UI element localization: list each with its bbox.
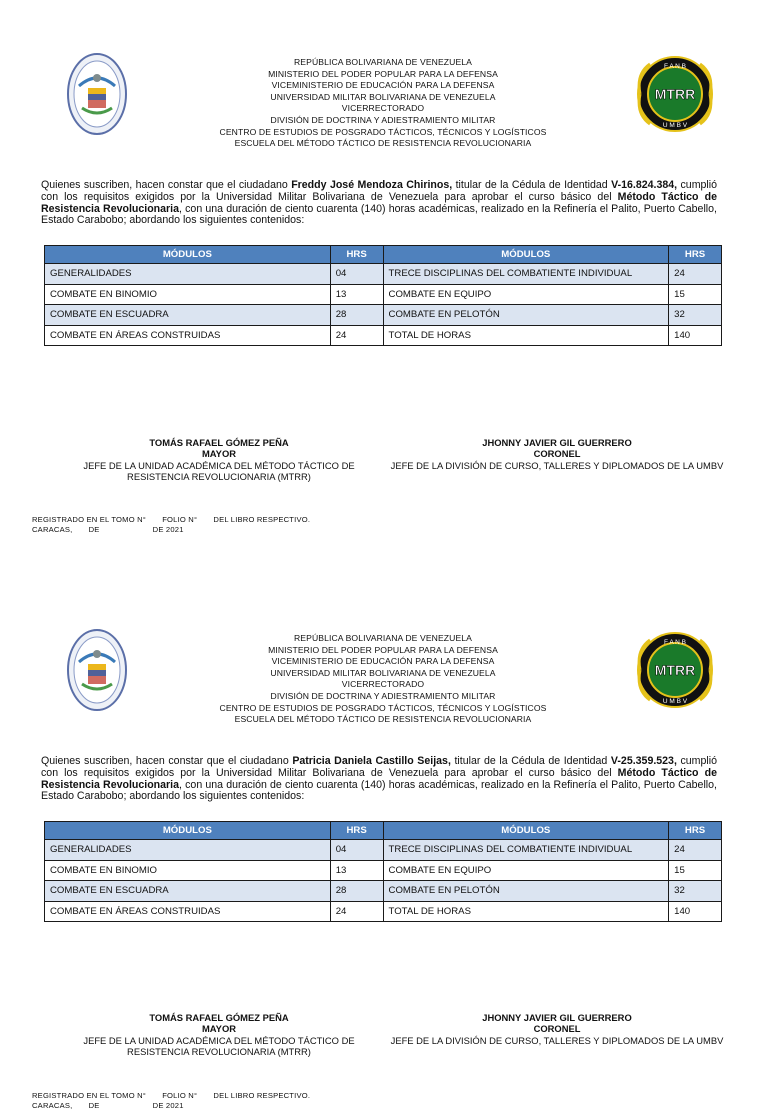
table-header-row [45,246,722,264]
header-line: DIVISIÓN DE DOCTRINA Y ADIESTRAMIENTO MILITAR [270,114,496,125]
header-line: VICEMINISTERIO DE EDUCACIÓN PARA LA DEFENSA [271,80,495,91]
header-line: REPÚBLICA BOLIVARIANA DE VENEZUELA [293,633,473,643]
signer-rank: MAYOR [201,448,237,460]
column-header-hours: HRS [669,822,722,840]
logo-top-text: F A N B [663,639,687,646]
modules-table [44,245,722,346]
header-line: VICERRECTORADO [341,679,425,690]
hours-cell: 24 [330,325,383,346]
text-part: cumplió con los requisitos exigidos por la Universidad Militar Bolivariana de Venezuela para aprobar el curso básico del [41,179,718,203]
column-header-modules: MÓDULOS [45,822,331,840]
module-cell: COMBATE EN PELOTÓN [383,881,669,902]
column-header-hours: HRS [330,246,383,264]
hours-cell: 24 [669,264,722,285]
table-row [45,840,722,861]
text-part: titular de la Cédula de Identidad [450,755,611,767]
column-header-hours: HRS [669,246,722,264]
hours-cell: 24 [330,901,383,922]
text-part: cumplió con los requisitos exigidos por la Universidad Militar Bolivariana de Venezuela para aprobar el curso básico del [41,755,718,779]
text-part: Quienes suscriben, hacen constar que el ciudadano [41,179,292,191]
signer-title: JEFE DE LA DIVISIÓN DE CURSO, TALLERES Y DIPLOMADOS DE LA UMBV [390,1034,724,1046]
mtrr-logo-icon [630,630,720,710]
module-cell: GENERALIDADES [45,264,331,285]
text-part: Quienes suscriben, hacen constar que el ciudadano [41,755,293,767]
hours-cell: 13 [330,860,383,881]
module-cell: COMBATE EN BINOMIO [45,860,331,881]
header-line: REPÚBLICA BOLIVARIANA DE VENEZUELA [293,57,473,67]
certification-paragraph [41,180,717,227]
module-cell: TRECE DISCIPLINAS DEL COMBATIENTE INDIVIDUAL [383,264,669,285]
table-row [45,264,722,285]
signer-name: JHONNY JAVIER GIL GUERRERO [482,1012,632,1023]
logo-text: MTRR [654,662,696,678]
module-cell: COMBATE EN EQUIPO [383,860,669,881]
signer-rank: MAYOR [201,1023,237,1035]
module-cell: COMBATE EN BINOMIO [45,284,331,305]
signer-name: TOMÁS RAFAEL GÓMEZ PEÑA [149,437,289,448]
modules-table [44,821,722,922]
registry-note [32,515,310,535]
citizen-name: Freddy José Mendoza Chirinos, [291,179,453,191]
table-row [45,305,722,326]
module-cell: GENERALIDADES [45,840,331,861]
registry-line: REGISTRADO EN EL TOMO N° FOLIO N° DEL LIBRO RESPECTIVO. [32,515,311,524]
hours-cell: 140 [669,325,722,346]
hours-cell: 140 [669,901,722,922]
signer-left [64,1012,374,1058]
header-line: MINISTERIO DEL PODER POPULAR PARA LA DEFENSA [268,644,498,655]
column-header-modules: MÓDULOS [383,822,669,840]
hours-cell: 28 [330,881,383,902]
module-cell: TRECE DISCIPLINAS DEL COMBATIENTE INDIVIDUAL [383,840,669,861]
registry-note [32,1091,310,1111]
table-row [45,284,722,305]
header-line: CENTRO DE ESTUDIOS DE POSGRADO TÁCTICOS, TÉCNICOS Y LOGÍSTICOS [219,126,547,137]
mtrr-logo-icon [630,54,720,134]
table-row [45,881,722,902]
module-cell: COMBATE EN ESCUADRA [45,305,331,326]
course-name: Método Táctico de Resistencia Revolucionaria [41,766,717,791]
module-cell: COMBATE EN EQUIPO [383,284,669,305]
cedula-number: V-25.359.523, [610,755,677,767]
column-header-modules: MÓDULOS [383,246,669,264]
column-header-hours: HRS [330,822,383,840]
header-line: VICERRECTORADO [341,103,425,114]
registry-line: REGISTRADO EN EL TOMO N° FOLIO N° DEL LIBRO RESPECTIVO. [32,1091,311,1100]
header-line: CENTRO DE ESTUDIOS DE POSGRADO TÁCTICOS, TÉCNICOS Y LOGÍSTICOS [219,702,547,713]
signer-name: JHONNY JAVIER GIL GUERRERO [482,437,632,448]
table-row [45,901,722,922]
logo-bottom-text: U M B V [662,122,688,129]
signer-title: JEFE DE LA UNIDAD ACADÉMICA DEL MÉTODO TÁCTICO DE RESISTENCIA REVOLUCIONARIA (MTRR) [83,459,355,483]
table-row [45,860,722,881]
module-cell: TOTAL DE HORAS [383,901,669,922]
table-header-row [45,822,722,840]
signer-title: JEFE DE LA UNIDAD ACADÉMICA DEL MÉTODO TÁCTICO DE RESISTENCIA REVOLUCIONARIA (MTRR) [83,1034,355,1058]
logo-top-text: F A N B [663,63,687,70]
signer-rank: CORONEL [533,448,581,460]
module-cell: COMBATE EN ÁREAS CONSTRUIDAS [45,901,331,922]
certification-paragraph [41,756,717,803]
registry-line: CARACAS, DE DE 2021 [32,1101,184,1110]
hours-cell: 13 [330,284,383,305]
text-part: titular de la Cédula de Identidad [452,179,612,191]
header-line: DIVISIÓN DE DOCTRINA Y ADIESTRAMIENTO MILITAR [270,690,496,701]
module-cell: TOTAL DE HORAS [383,325,669,346]
table-row [45,325,722,346]
signer-title: JEFE DE LA DIVISIÓN DE CURSO, TALLERES Y DIPLOMADOS DE LA UMBV [390,459,724,471]
hours-cell: 15 [669,860,722,881]
registry-line: CARACAS, DE DE 2021 [32,525,184,534]
hours-cell: 24 [669,840,722,861]
header-line: UNIVERSIDAD MILITAR BOLIVARIANA DE VENEZUELA [270,667,496,678]
university-seal-icon [66,52,128,136]
university-seal-icon [66,628,128,712]
module-cell: COMBATE EN ESCUADRA [45,881,331,902]
header-line: ESCUELA DEL MÉTODO TÁCTICO DE RESISTENCIA REVOLUCIONARIA [234,138,532,149]
hours-cell: 32 [669,305,722,326]
institution-header [150,57,616,150]
text-part: , con una duración de ciento cuarenta (140) horas académicas, realizado en la Refinería el Palito, Puerto Cabello, Estado Carabobo; abordando los siguientes contenidos: [41,778,717,803]
logo-text: MTRR [654,86,696,102]
signer-right [386,1012,728,1046]
course-name: Método Táctico de Resistencia Revolucionaria [41,190,717,215]
header-line: MINISTERIO DEL PODER POPULAR PARA LA DEFENSA [268,68,498,79]
hours-cell: 04 [330,840,383,861]
text-part: , con una duración de ciento cuarenta (140) horas académicas, realizado en la Refinería el Palito, Puerto Cabello, Estado Carabobo; abordando los siguientes contenidos: [41,202,717,227]
module-cell: COMBATE EN PELOTÓN [383,305,669,326]
header-line: ESCUELA DEL MÉTODO TÁCTICO DE RESISTENCIA REVOLUCIONARIA [234,714,532,725]
hours-cell: 28 [330,305,383,326]
cedula-number: V-16.824.384, [611,179,678,191]
signer-name: TOMÁS RAFAEL GÓMEZ PEÑA [149,1012,289,1023]
header-line: UNIVERSIDAD MILITAR BOLIVARIANA DE VENEZUELA [270,91,496,102]
hours-cell: 15 [669,284,722,305]
citizen-name: Patricia Daniela Castillo Seijas, [292,755,451,767]
module-cell: COMBATE EN ÁREAS CONSTRUIDAS [45,325,331,346]
logo-bottom-text: U M B V [662,698,688,705]
hours-cell: 04 [330,264,383,285]
institution-header [150,633,616,726]
header-line: VICEMINISTERIO DE EDUCACIÓN PARA LA DEFENSA [271,656,495,667]
signer-right [386,437,728,471]
signer-left [64,437,374,483]
column-header-modules: MÓDULOS [45,246,331,264]
signer-rank: CORONEL [533,1023,581,1035]
hours-cell: 32 [669,881,722,902]
